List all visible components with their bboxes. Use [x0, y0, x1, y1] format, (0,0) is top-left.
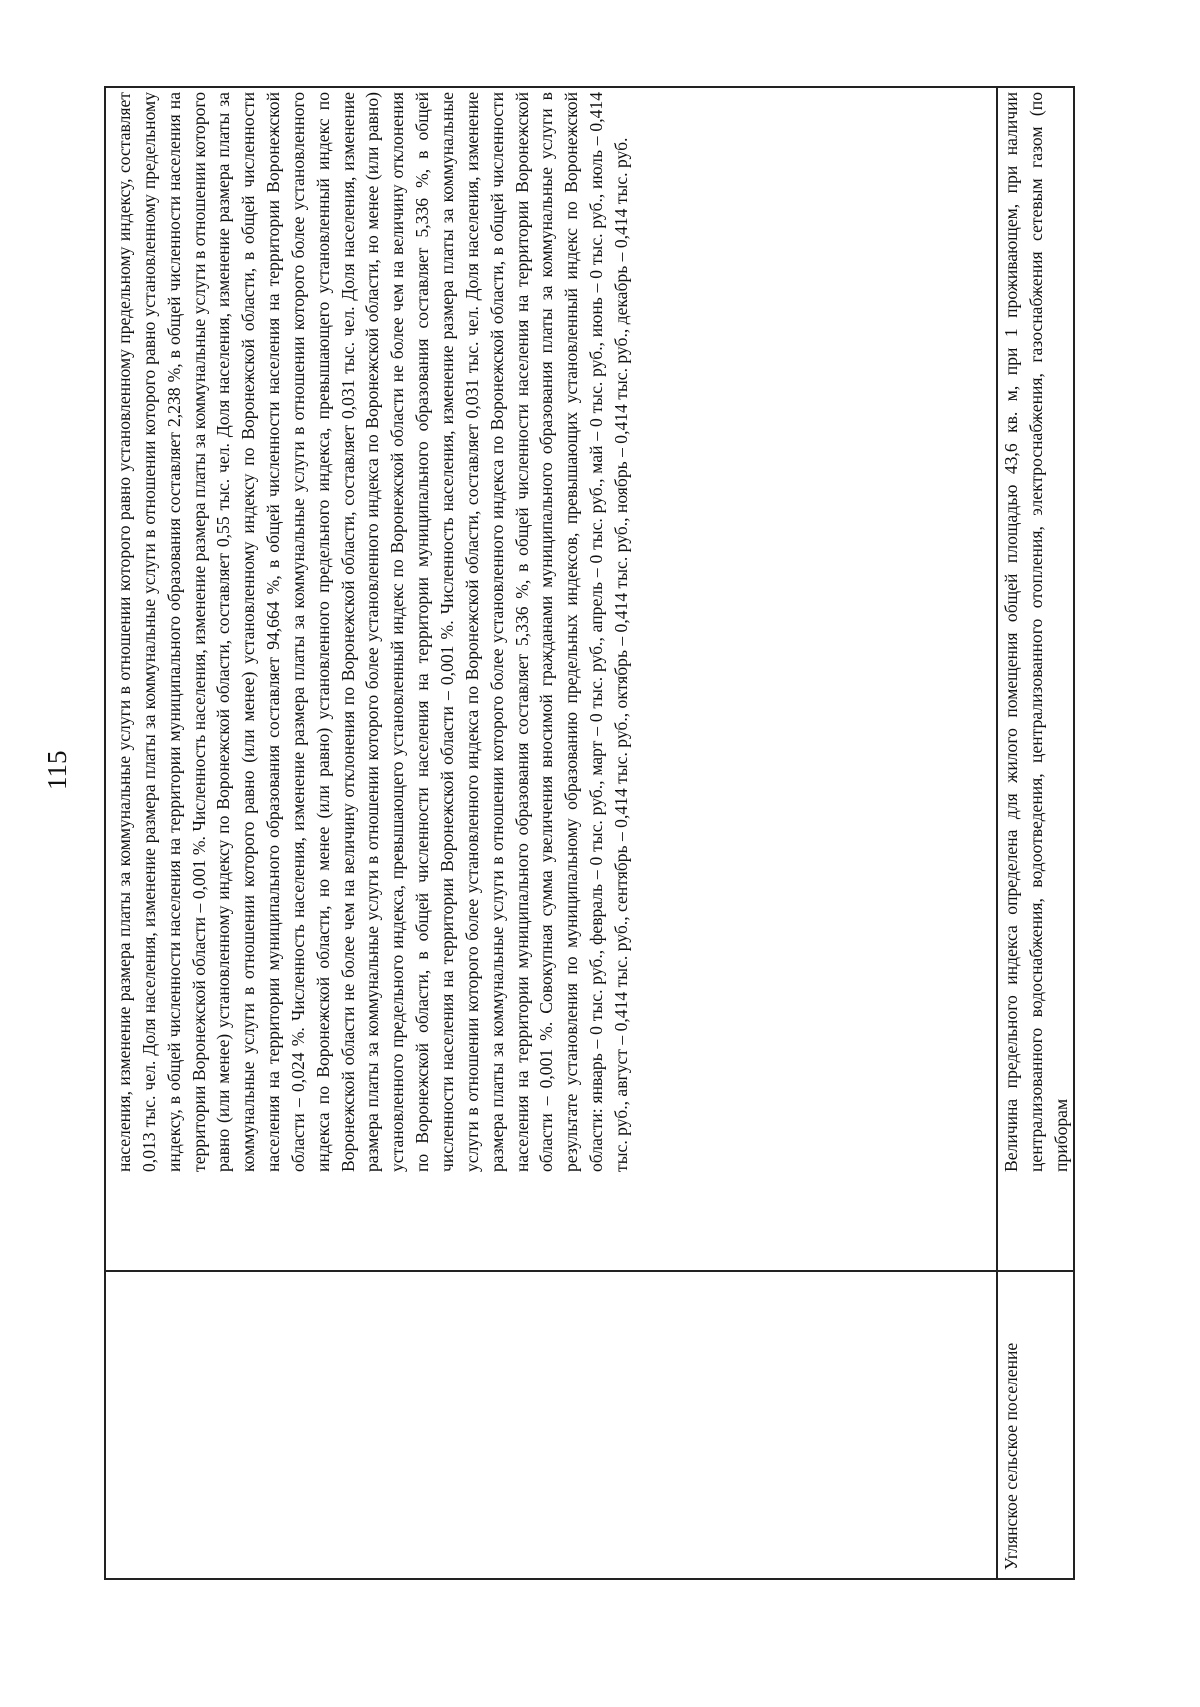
page-number: 115 [42, 750, 72, 790]
column-divider [106, 1270, 1073, 1272]
row-1-description-cell: населения, изменение размера платы за коммунальные услуги в отношении которого равно установленному предельному индексу, составляет 0,013 тыс. чел. Доля населения, изменение размера платы за коммунальные услуги в отношении которого равно установленному предельному индексу, в общей численности населения на территории муниципального образования составляет 2,238 %, в общей численности населения на территории Воронежской области – 0,001 %. Численность населения, изменение размера платы за коммунальные услуги в отношении которого равно (или менее) установленному индексу по Воронежской области, составляет 0,55 тыс. чел. Доля населения, изменение размера платы за коммунальные услуги в отношении которого равно (или менее) установленному индексу по Воронежской области, в общей численности населения на территории муниципального образования составляет 94,664 %, в общей численности населения на территории Воронежской области – 0,024 %. Численность населения, изменение размера платы за коммунальные услуги в отношении которого более установленного индекса по Воронежской области, но менее (или равно) установленного предельного индекса, превышающего установленный индекс по Воронежской области не более чем на величину отклонения по Воронежской области, составляет 0,031 тыс. чел. Доля населения, изменение размера платы за коммунальные услуги в отношении которого более установленного индекса по Воронежской области, но менее (или равно) установленного предельного индекса, превышающего установленный индекс по Воронежской области не более чем на величину отклонения по Воронежской области, в общей численности населения на территории муниципального образования составляет 5,336 %, в общей численности населения на территории Воронежской области – 0,001 %. Численность населения, изменение размера платы за коммунальные услуги в отношении которого более установленного индекса по Воронежской области, составляет 0,031 тыс. чел. Доля населения, изменение размера платы за коммунальные услуги в отношении которого более установленного индекса по Воронежской области, в общей численности населения на территории муниципального образования составляет 5,336 %, в общей численности населения на территории Воронежской области – 0,001 %. Совокупная сумма увеличения вносимой гражданами муниципального образования платы за коммунальные услуги в результате установления по муниципальному образованию предельных индексов, превышающих установленный индекс по Воронежской области: январь – 0 тыс. руб., февраль – 0 тыс. руб., март – 0 тыс. руб., апрель – 0 тыс. руб., май – 0 тыс. руб., июнь – 0 тыс. руб., июль – 0,414 тыс. руб., август – 0,414 тыс. руб., сентябрь – 0,414 тыс. руб., октябрь – 0,414 тыс. руб., ноябрь – 0,414 тыс. руб., декабрь – 0,414 тыс. руб. [114, 92, 631, 1172]
row-2-description-cell: Величина предельного индекса определена для жилого помещения общей площадью 43,6 кв. м, при 1 проживающем, при наличии централизованного водоснабжения, водоотведения, централизованного отопления, электроснабжения, газоснабжения сетевым газом (по приборам [1001, 92, 1071, 1172]
row-2-municipality-cell: Углянское сельское поселение [1001, 1342, 1021, 1570]
